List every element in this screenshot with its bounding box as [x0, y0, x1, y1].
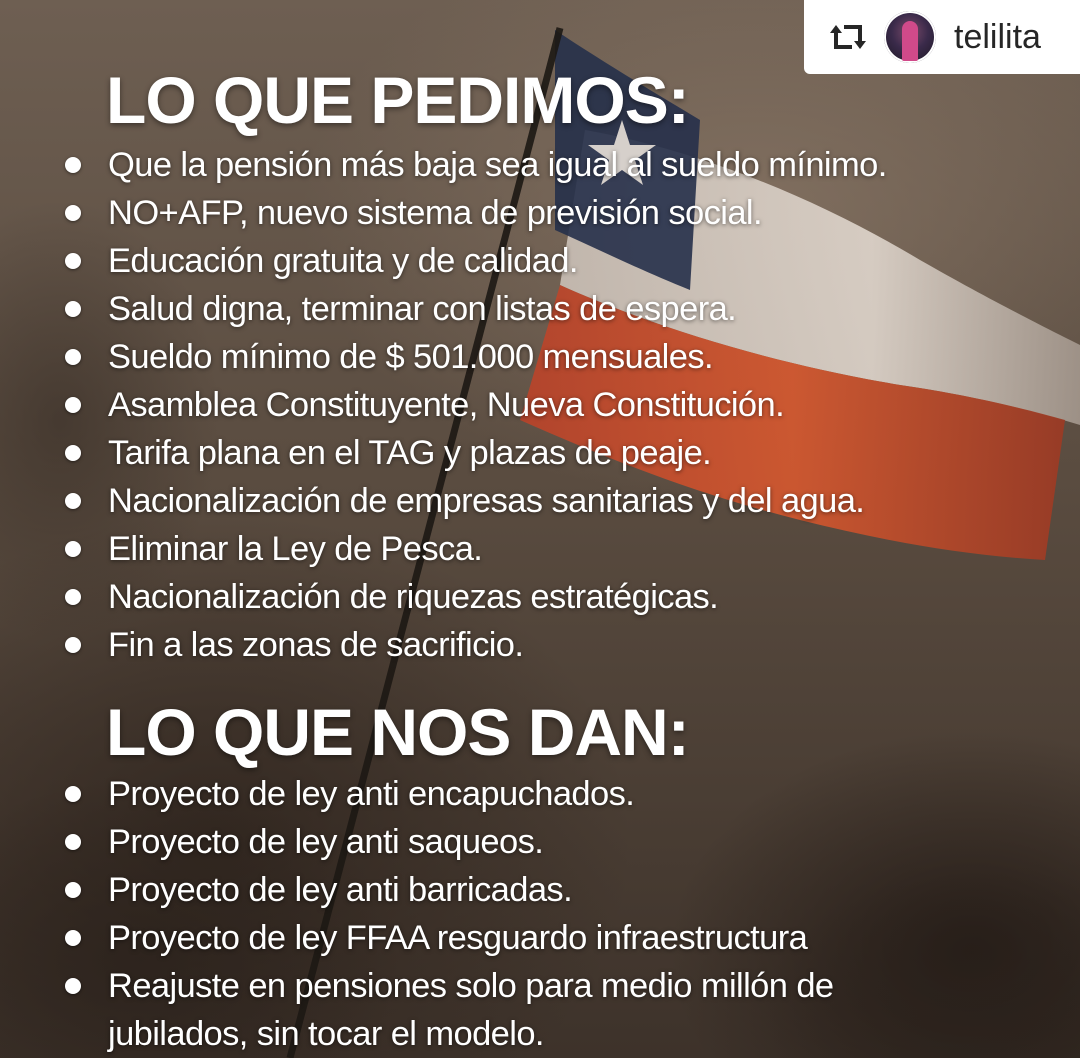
bullet-icon	[65, 882, 81, 898]
list-item	[0, 285, 887, 333]
list-item	[0, 477, 887, 525]
list-item	[0, 189, 887, 237]
list-item	[0, 429, 887, 477]
list-item-text: Nacionalización de empresas sanitarias y del agua.	[108, 482, 865, 520]
demands-list	[0, 141, 887, 669]
bullet-icon	[65, 637, 81, 653]
heading-lo-que-pedimos: LO QUE PEDIMOS:	[106, 63, 689, 137]
list-item-text: Sueldo mínimo de $ 501.000 mensuales.	[108, 338, 713, 376]
list-item-text: Proyecto de ley anti saqueos.	[108, 823, 544, 861]
bullet-icon	[65, 205, 81, 221]
list-item	[0, 525, 887, 573]
bullet-icon	[65, 253, 81, 269]
bullet-icon	[65, 930, 81, 946]
list-item-text: Fin a las zonas de sacrificio.	[108, 626, 524, 664]
list-item	[0, 770, 948, 818]
username[interactable]: telilita	[954, 17, 1041, 56]
list-item	[0, 237, 887, 285]
bullet-icon	[65, 541, 81, 557]
bullet-icon	[65, 397, 81, 413]
list-item-text: NO+AFP, nuevo sistema de previsión social.	[108, 194, 762, 232]
responses-list	[0, 770, 948, 1058]
list-item-text: Proyecto de ley anti barricadas.	[108, 871, 573, 909]
list-item-text: Nacionalización de riquezas estratégicas.	[108, 578, 719, 616]
bullet-icon	[65, 834, 81, 850]
list-item-text: Tarifa plana en el TAG y plazas de peaje.	[108, 434, 712, 472]
bullet-icon	[65, 349, 81, 365]
list-item-text: Proyecto de ley anti encapuchados.	[108, 775, 635, 813]
list-item-text: Que la pensión más baja sea igual al sueldo mínimo.	[108, 146, 887, 184]
list-item	[0, 381, 887, 429]
list-item	[0, 818, 948, 866]
list-item	[0, 866, 948, 914]
list-item-text: Proyecto de ley FFAA resguardo infraestructura	[108, 919, 808, 957]
bullet-icon	[65, 978, 81, 994]
bullet-icon	[65, 589, 81, 605]
list-item	[0, 333, 887, 381]
bullet-icon	[65, 157, 81, 173]
list-item	[0, 621, 887, 669]
bullet-icon	[65, 445, 81, 461]
bullet-icon	[65, 493, 81, 509]
heading-lo-que-nos-dan: LO QUE NOS DAN:	[106, 695, 689, 769]
list-item-text: Eliminar la Ley de Pesca.	[108, 530, 483, 568]
list-item-text: Educación gratuita y de calidad.	[108, 242, 578, 280]
list-item-text: Salud digna, terminar con listas de espera.	[108, 290, 737, 328]
list-item	[0, 573, 887, 621]
list-item-text: Asamblea Constituyente, Nueva Constitución.	[108, 386, 785, 424]
bullet-icon	[65, 786, 81, 802]
list-item	[0, 914, 948, 962]
list-item	[0, 141, 887, 189]
bullet-icon	[65, 301, 81, 317]
list-item	[0, 962, 948, 1058]
list-item-text: Reajuste en pensiones solo para medio millón de jubilados, sin tocar el modelo.	[108, 967, 834, 1053]
